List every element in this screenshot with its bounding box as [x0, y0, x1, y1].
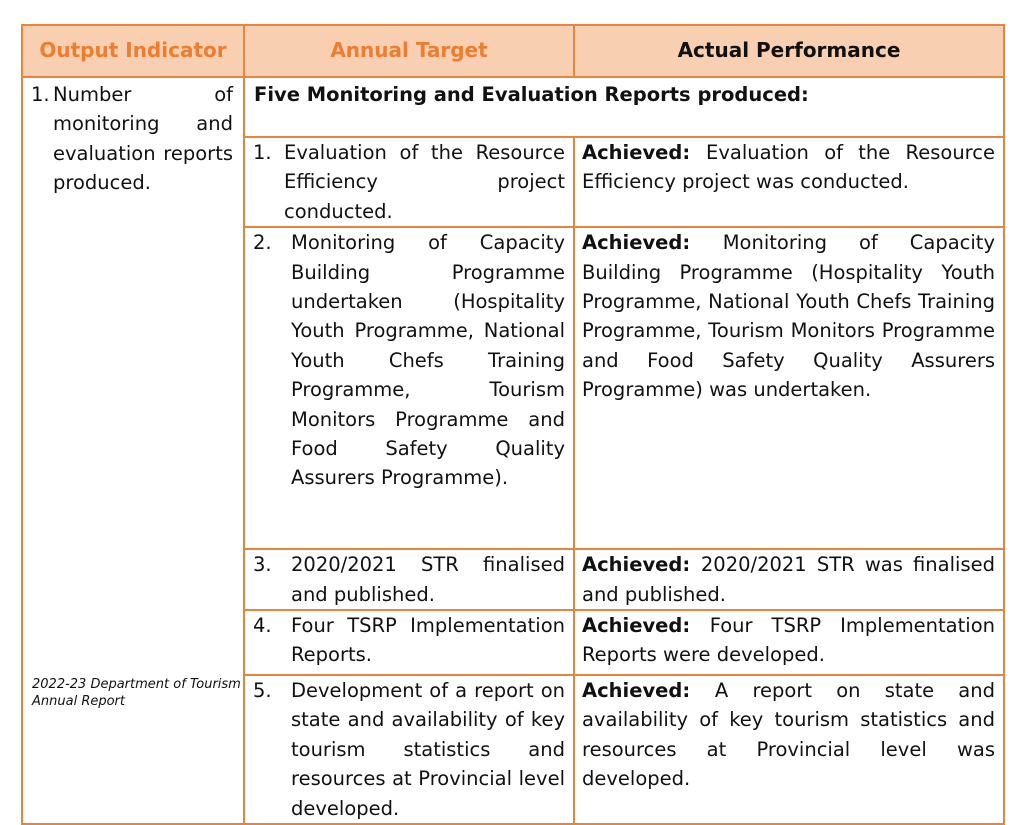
- table-header-row: [22, 25, 1004, 77]
- target-number: 5.: [253, 679, 272, 703]
- target-text: 2020/2021 STR finalised and published.: [291, 553, 565, 606]
- target-text: Development of a report on state and availability of key tourism statistics and resources at Provincial level developed.: [291, 679, 565, 820]
- performance-cell: [574, 227, 1004, 549]
- target-text: Monitoring of Capacity Building Programme undertaken (Hospitality Youth Programme, National Youth Chefs Training Programme, Tourism Monitors Programme and Food Safety Quality Assurers Programme).: [291, 231, 565, 490]
- performance-text: Four TSRP Implementation Reports were developed.: [582, 614, 995, 667]
- target-text: Evaluation of the Resource Efficiency project conducted.: [284, 141, 565, 223]
- target-cell: [244, 137, 574, 227]
- target-text: Four TSRP Implementation Reports.: [291, 614, 565, 667]
- target-cell: [244, 610, 574, 675]
- target-number: 3.: [253, 553, 272, 577]
- performance-text: 2020/2021 STR was finalised and published.: [582, 553, 995, 606]
- header-actual-performance: Actual Performance: [574, 25, 1004, 77]
- performance-text: Evaluation of the Resource Efficiency project was conducted.: [582, 141, 995, 194]
- indicator-cell: [22, 77, 244, 824]
- performance-text: A report on state and availability of key tourism statistics and resources at Provincial level was developed.: [582, 679, 995, 791]
- indicator-number: 1.: [31, 83, 50, 106]
- target-heading: Five Monitoring and Evaluation Reports produced:: [244, 77, 1004, 137]
- target-number: 4.: [253, 614, 272, 638]
- performance-cell: [574, 610, 1004, 675]
- target-number: 1.: [253, 141, 272, 164]
- indicator-text: Number of monitoring and evaluation reports produced.: [53, 83, 233, 195]
- status-label: Achieved:: [582, 141, 707, 164]
- target-cell: [244, 549, 574, 610]
- performance-cell: [574, 675, 1004, 824]
- performance-text: Monitoring of Capacity Building Programme (Hospitality Youth Programme, National Youth Chefs Training Programme, Tourism Monitors Programme and Food Safety Quality Assurers Programme) was undertaken.: [582, 231, 995, 402]
- target-number: 2.: [253, 231, 272, 255]
- status-label: Achieved:: [582, 679, 715, 703]
- status-label: Achieved:: [582, 614, 710, 638]
- footer-report-label: 2022-23 Department of Tourism Annual Report: [32, 677, 241, 709]
- performance-cell: [574, 549, 1004, 610]
- status-label: Achieved:: [582, 231, 723, 255]
- header-output-indicator: Output Indicator: [22, 25, 244, 77]
- table-row-heading: [22, 77, 1004, 137]
- status-label: Achieved:: [582, 553, 701, 577]
- header-annual-target: Annual Target: [244, 25, 574, 77]
- performance-cell: [574, 137, 1004, 227]
- target-cell: [244, 675, 574, 824]
- target-cell: [244, 227, 574, 549]
